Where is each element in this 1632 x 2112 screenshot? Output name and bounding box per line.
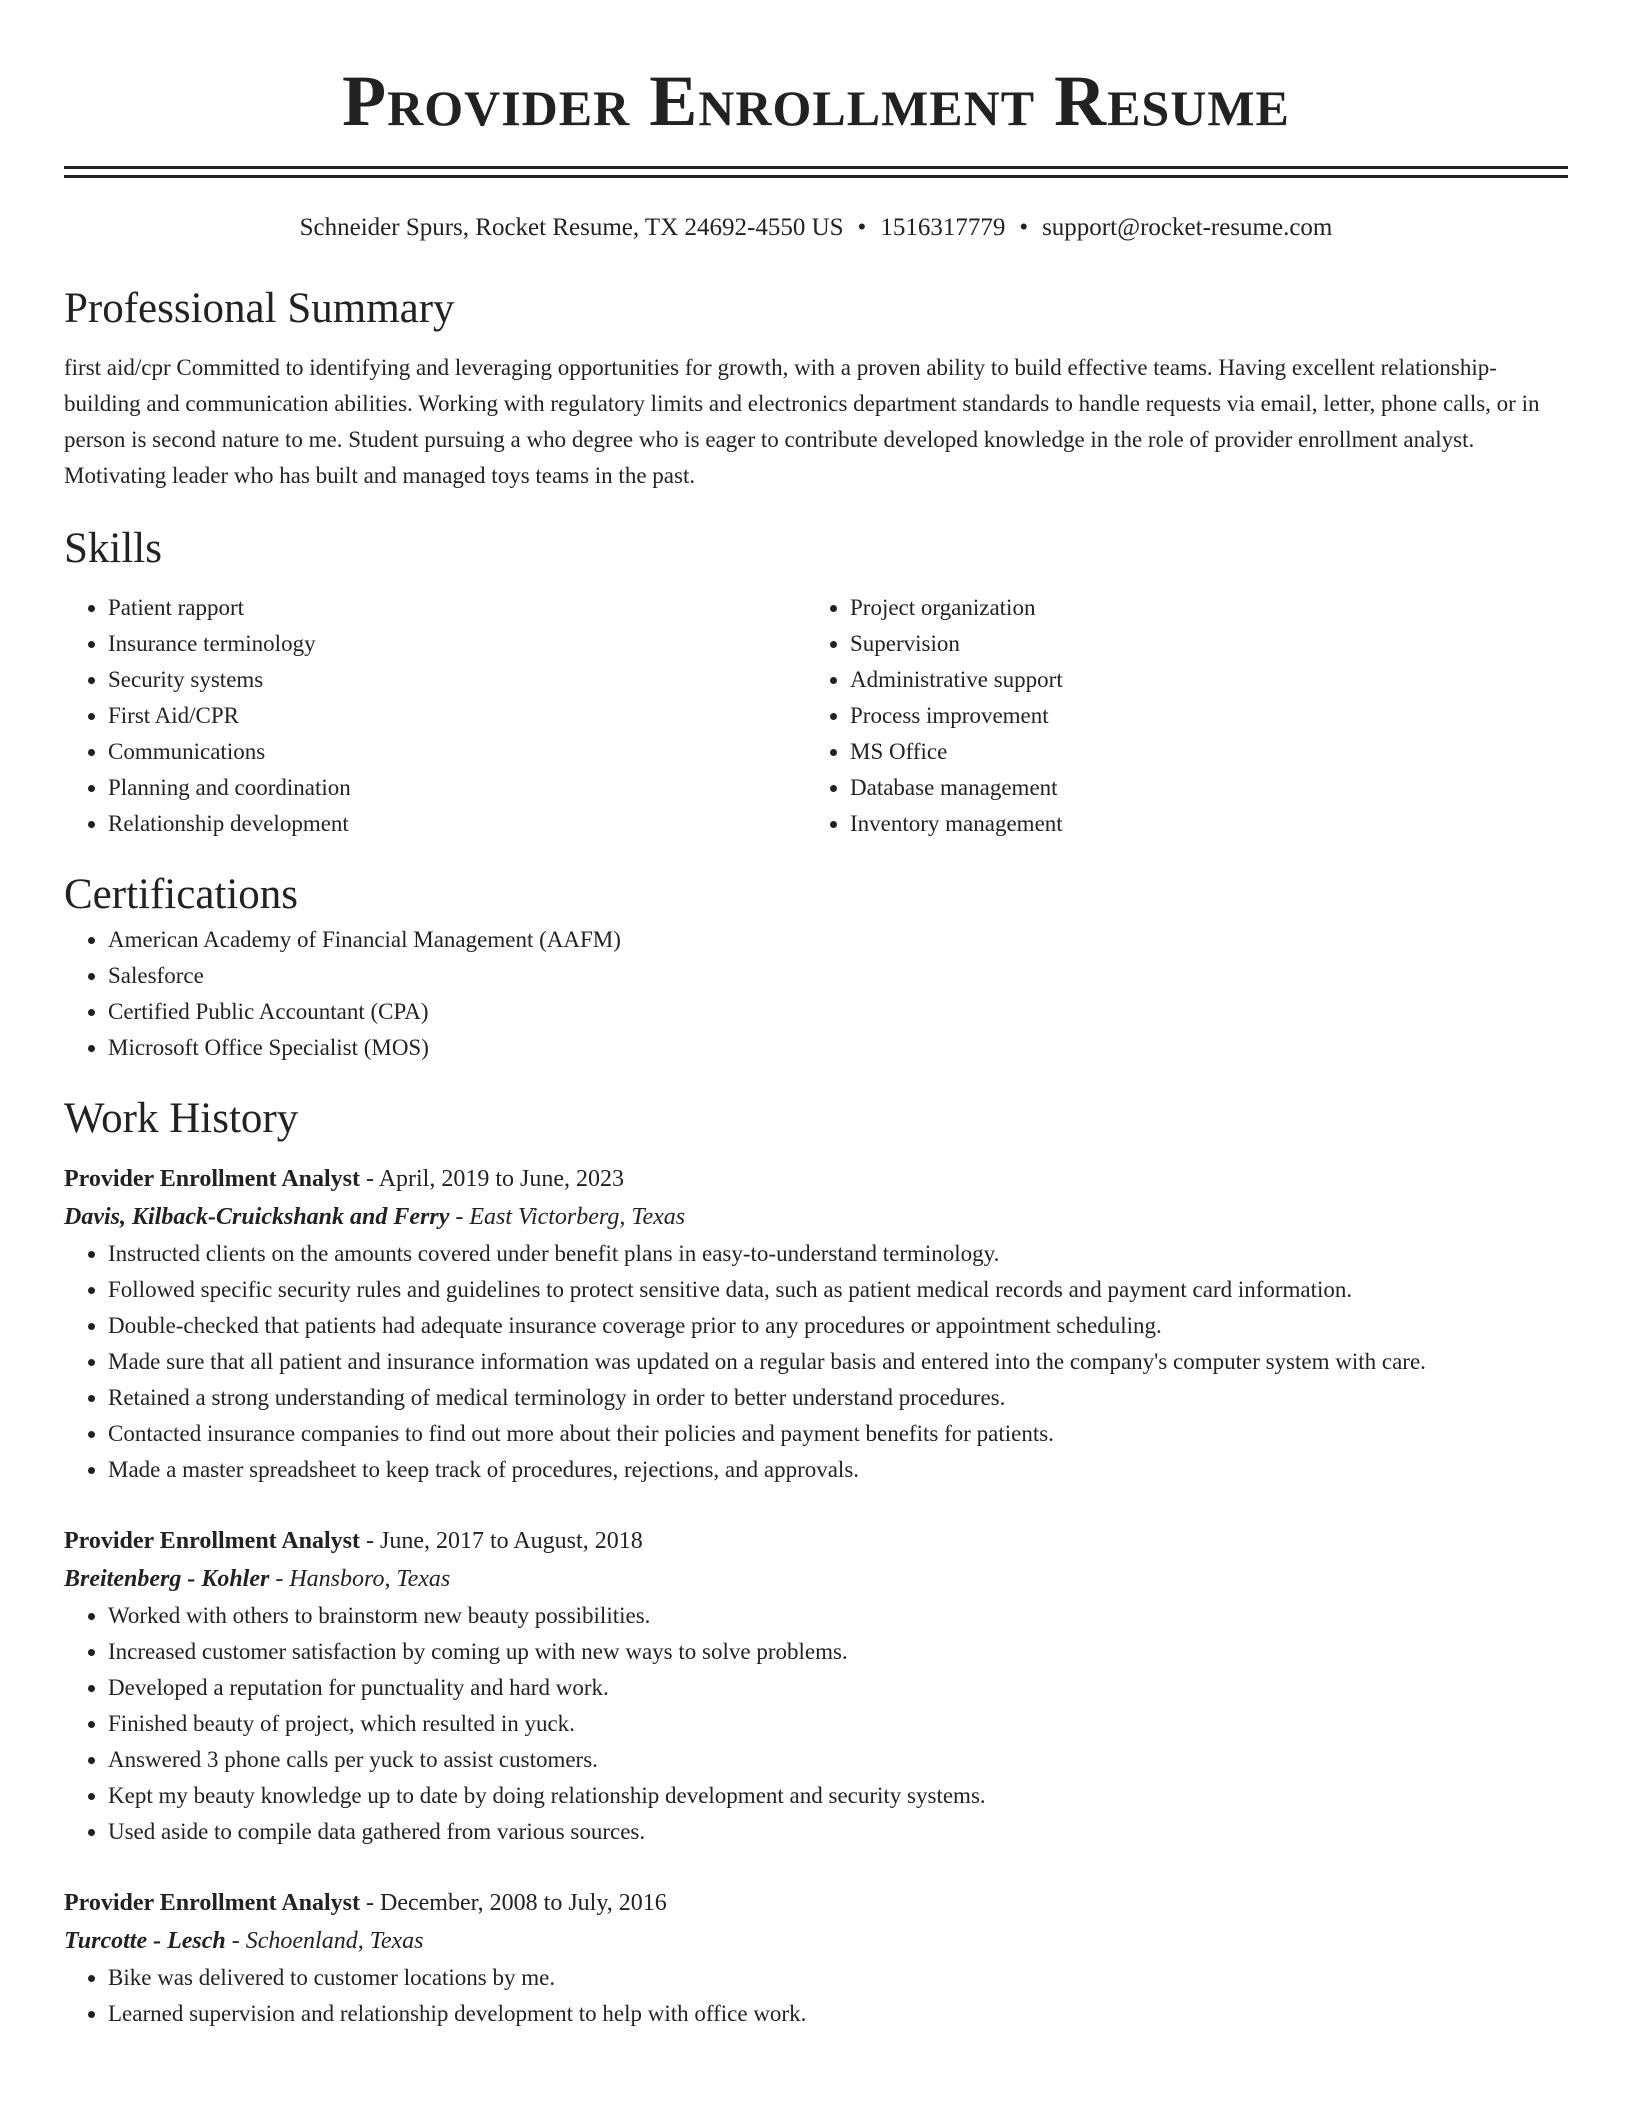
job-entry — [64, 1160, 1568, 1488]
job-dash: - — [360, 1166, 379, 1192]
skill-item: • MS Office — [850, 734, 1548, 770]
title-divider-bottom — [64, 175, 1568, 178]
job-location: Hansboro, Texas — [289, 1566, 451, 1592]
contact-phone: 1516317779 — [880, 214, 1006, 241]
skill-item: • Patient rapport — [108, 590, 806, 626]
job-duty: • Learned supervision and relationship development to help with office work. — [108, 1996, 1568, 2032]
certifications-heading: Certifications — [64, 871, 299, 918]
certification-item: • Microsoft Office Specialist (MOS) — [108, 1030, 1568, 1066]
job-title-line — [64, 1884, 1568, 1922]
skills-columns — [64, 590, 1568, 842]
job-entry — [64, 1884, 1568, 2032]
job-title-line — [64, 1160, 1568, 1198]
job-company: Davis, Kilback-Cruickshank and Ferry — [64, 1204, 450, 1230]
job-company: Turcotte - Lesch — [64, 1928, 226, 1954]
job-duty: • Developed a reputation for punctuality and hard work. — [108, 1670, 1568, 1706]
job-duties-list — [64, 1236, 1568, 1488]
certification-item: • Certified Public Accountant (CPA) — [108, 994, 1568, 1030]
job-employer-line — [64, 1198, 1568, 1236]
job-duty: • Instructed clients on the amounts covered under benefit plans in easy-to-understand terminology. — [108, 1236, 1568, 1272]
summary-text: first aid/cpr Committed to identifying and leveraging opportunities for growth, with a proven ability to build effective teams. Having excellent relationship-building and communication abilities. Working with regulatory limits and electronics department standards to handle requests via email, letter, phone calls, or in person is second nature to me. Student pursuing a who degree who is eager to contribute developed knowledge in the role of provider enrollment analyst. Motivating leader who has built and managed toys teams in the past. — [64, 355, 1540, 488]
skill-item: • Security systems — [108, 662, 806, 698]
skills-list-left — [64, 590, 806, 842]
work-history-heading: Work History — [64, 1095, 299, 1142]
skill-item: • Insurance terminology — [108, 626, 806, 662]
job-duty: • Contacted insurance companies to find out more about their policies and payment benefits for patients. — [108, 1416, 1568, 1452]
job-dates: June, 2017 to August, 2018 — [380, 1528, 643, 1554]
contact-separator: • — [1019, 214, 1029, 241]
job-duty: • Followed specific security rules and guidelines to protect sensitive data, such as patient medical records and payment card information. — [108, 1272, 1568, 1308]
job-duty: • Answered 3 phone calls per yuck to assist customers. — [108, 1742, 1568, 1778]
contact-address: Schneider Spurs, Rocket Resume, TX 24692-4550 US — [299, 214, 844, 241]
job-duty: • Double-checked that patients had adequate insurance coverage prior to any procedures or appointment scheduling. — [108, 1308, 1568, 1344]
skill-item: • Planning and coordination — [108, 770, 806, 806]
skills-list-right — [806, 590, 1548, 842]
skill-item: • Process improvement — [850, 698, 1548, 734]
job-duty: • Made a master spreadsheet to keep track of procedures, rejections, and approvals. — [108, 1452, 1568, 1488]
skill-item: • Project organization — [850, 590, 1548, 626]
job-duty: • Kept my beauty knowledge up to date by doing relationship development and security systems. — [108, 1778, 1568, 1814]
job-dates: April, 2019 to June, 2023 — [378, 1166, 625, 1192]
skill-item: • First Aid/CPR — [108, 698, 806, 734]
job-title: Provider Enrollment Analyst — [64, 1166, 361, 1192]
job-title: Provider Enrollment Analyst — [64, 1890, 361, 1916]
job-entry — [64, 1522, 1568, 1850]
skill-item: • Communications — [108, 734, 806, 770]
skill-item: • Relationship development — [108, 806, 806, 842]
contact-line — [64, 212, 1568, 244]
contact-separator: • — [857, 214, 867, 241]
certification-item: • Salesforce — [108, 958, 1568, 994]
skill-item: • Supervision — [850, 626, 1548, 662]
job-duty: • Retained a strong understanding of medical terminology in order to better understand procedures. — [108, 1380, 1568, 1416]
job-duty: • Used aside to compile data gathered from various sources. — [108, 1814, 1568, 1850]
job-employer-line — [64, 1560, 1568, 1598]
job-title-line — [64, 1522, 1568, 1560]
job-dash: - — [449, 1204, 470, 1230]
job-dash: - — [269, 1566, 290, 1592]
job-dash: - — [225, 1928, 246, 1954]
job-duties-list — [64, 1960, 1568, 2032]
job-dates: December, 2008 to July, 2016 — [380, 1890, 667, 1916]
job-duty: • Bike was delivered to customer locations by me. — [108, 1960, 1568, 1996]
skill-item: • Database management — [850, 770, 1548, 806]
job-duty: • Worked with others to brainstorm new beauty possibilities. — [108, 1598, 1568, 1634]
job-duty: • Made sure that all patient and insurance information was updated on a regular basis and entered into the company's computer system with care. — [108, 1344, 1568, 1380]
job-duty: • Finished beauty of project, which resulted in yuck. — [108, 1706, 1568, 1742]
job-location: East Victorberg, Texas — [469, 1204, 686, 1230]
job-employer-line — [64, 1922, 1568, 1960]
certification-item: • American Academy of Financial Management (AAFM) — [108, 922, 1568, 958]
job-location: Schoenland, Texas — [245, 1928, 424, 1954]
job-duty: • Increased customer satisfaction by coming up with new ways to solve problems. — [108, 1634, 1568, 1670]
contact-email: support@rocket-resume.com — [1042, 214, 1333, 241]
job-dash: - — [360, 1528, 381, 1554]
title-divider-top — [64, 166, 1568, 169]
resume-title: Provider Enrollment Resume — [342, 61, 1290, 141]
skill-item: • Administrative support — [850, 662, 1548, 698]
job-title: Provider Enrollment Analyst — [64, 1528, 361, 1554]
summary-heading: Professional Summary — [64, 285, 455, 332]
job-duties-list — [64, 1598, 1568, 1850]
skill-item: • Inventory management — [850, 806, 1548, 842]
job-company: Breitenberg - Kohler — [64, 1566, 270, 1592]
certifications-list — [64, 922, 1568, 1066]
job-dash: - — [360, 1890, 381, 1916]
skills-heading: Skills — [64, 525, 162, 572]
